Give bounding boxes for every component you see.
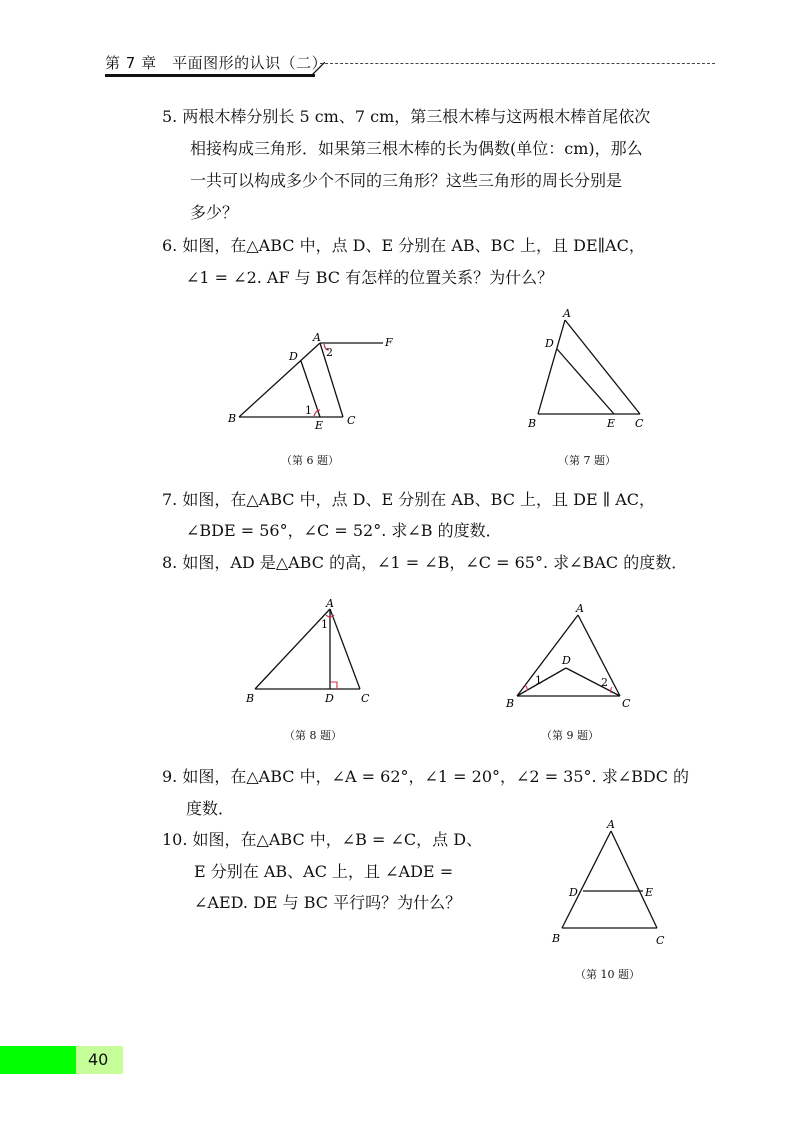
fig9-angle-1: 1 (535, 674, 542, 687)
fig8-label-c: C (361, 692, 370, 705)
fig6-angle-2: 2 (326, 346, 333, 359)
problem-8-line-1: 8. 如图，AD 是△ABC 的高，∠1 = ∠B，∠C = 65°. 求∠BAC 的度数． (162, 553, 688, 572)
fig8-label-a: A (326, 597, 334, 610)
problem-9-line-1: 9. 如图，在△ABC 中，∠A = 62°，∠1 = 20°，∠2 = 35°. 求∠BDC 的 (162, 767, 690, 786)
page-number: 40 (88, 1050, 109, 1069)
header-dashed-rule (320, 63, 715, 64)
problem-5-line-4: 多少？ (190, 203, 239, 222)
problem-10-line-1: 10. 如图，在△ABC 中，∠B = ∠C，点 D、 (162, 830, 483, 849)
fig10-label-e: E (645, 886, 654, 899)
fig10-label-a: A (607, 818, 615, 831)
problem-10-line-3: ∠AED. DE 与 BC 平行吗？为什么？ (194, 893, 462, 912)
fig9-label-a: A (576, 602, 584, 615)
problem-5-line-3: 一共可以构成多少个不同的三角形？这些三角形的周长分别是 (190, 171, 623, 190)
figure-9-caption: （第 9 题） (541, 729, 599, 742)
fig7-label-b: B (528, 417, 537, 430)
fig9-label-c: C (622, 697, 631, 710)
fig7-label-a: A (563, 307, 571, 320)
page-number-tab (0, 1046, 123, 1074)
fig6-label-a: A (313, 331, 321, 344)
page-tab-bar (0, 1046, 76, 1074)
figure-10-caption: （第 10 题） (575, 968, 640, 981)
problem-5-line-2: 相接构成三角形．如果第三根木棒的长为偶数(单位：cm)，那么 (190, 139, 643, 158)
figure-8 (240, 595, 380, 710)
fig9-angle-2: 2 (601, 676, 608, 689)
fig10-label-c: C (656, 934, 665, 947)
figure-7 (520, 305, 660, 435)
fig9-label-b: B (506, 697, 515, 710)
fig6-label-c: C (347, 414, 356, 427)
chapter-header (105, 50, 715, 80)
fig6-label-f: F (385, 336, 393, 349)
problem-6-line-1: 6. 如图，在△ABC 中，点 D、E 分别在 AB、BC 上，且 DE∥AC， (162, 236, 645, 255)
fig6-label-e: E (315, 419, 324, 432)
fig6-label-d: D (289, 350, 298, 363)
problem-7-line-1: 7. 如图，在△ABC 中，点 D、E 分别在 AB、BC 上，且 DE ∥ AC， (162, 490, 656, 509)
figure-10 (540, 815, 680, 950)
chapter-title: 第 7 章 平面图形的认识（二） (105, 54, 328, 72)
fig10-label-d: D (569, 886, 578, 899)
header-slash (311, 62, 325, 76)
fig7-label-e: E (607, 417, 616, 430)
problem-6-line-2: ∠1 = ∠2. AF 与 BC 有怎样的位置关系？为什么？ (186, 268, 554, 287)
figure-6 (225, 330, 405, 435)
fig8-angle-1: 1 (321, 618, 328, 631)
header-underline (105, 74, 315, 77)
fig7-label-d: D (545, 337, 554, 350)
fig7-label-c: C (635, 417, 644, 430)
fig9-label-d: D (562, 654, 571, 667)
fig10-label-b: B (552, 932, 561, 945)
problem-10-line-2: E 分别在 AB、AC 上，且 ∠ADE = (194, 862, 454, 881)
fig6-angle-1: 1 (305, 404, 312, 417)
fig8-label-b: B (246, 692, 255, 705)
fig6-label-b: B (228, 412, 237, 425)
problem-7-line-2: ∠BDE = 56°，∠C = 52°. 求∠B 的度数． (186, 521, 502, 540)
figure-8-caption: （第 8 题） (284, 729, 342, 742)
problem-9-line-2: 度数． (186, 799, 235, 818)
figure-9 (500, 600, 645, 715)
problem-5-line-1: 5. 两根木棒分别长 5 cm、7 cm，第三根木棒与这两根木棒首尾依次 (162, 107, 651, 126)
fig8-label-d: D (325, 692, 334, 705)
figure-6-caption: （第 6 题） (281, 454, 339, 467)
figure-7-caption: （第 7 题） (558, 454, 616, 467)
